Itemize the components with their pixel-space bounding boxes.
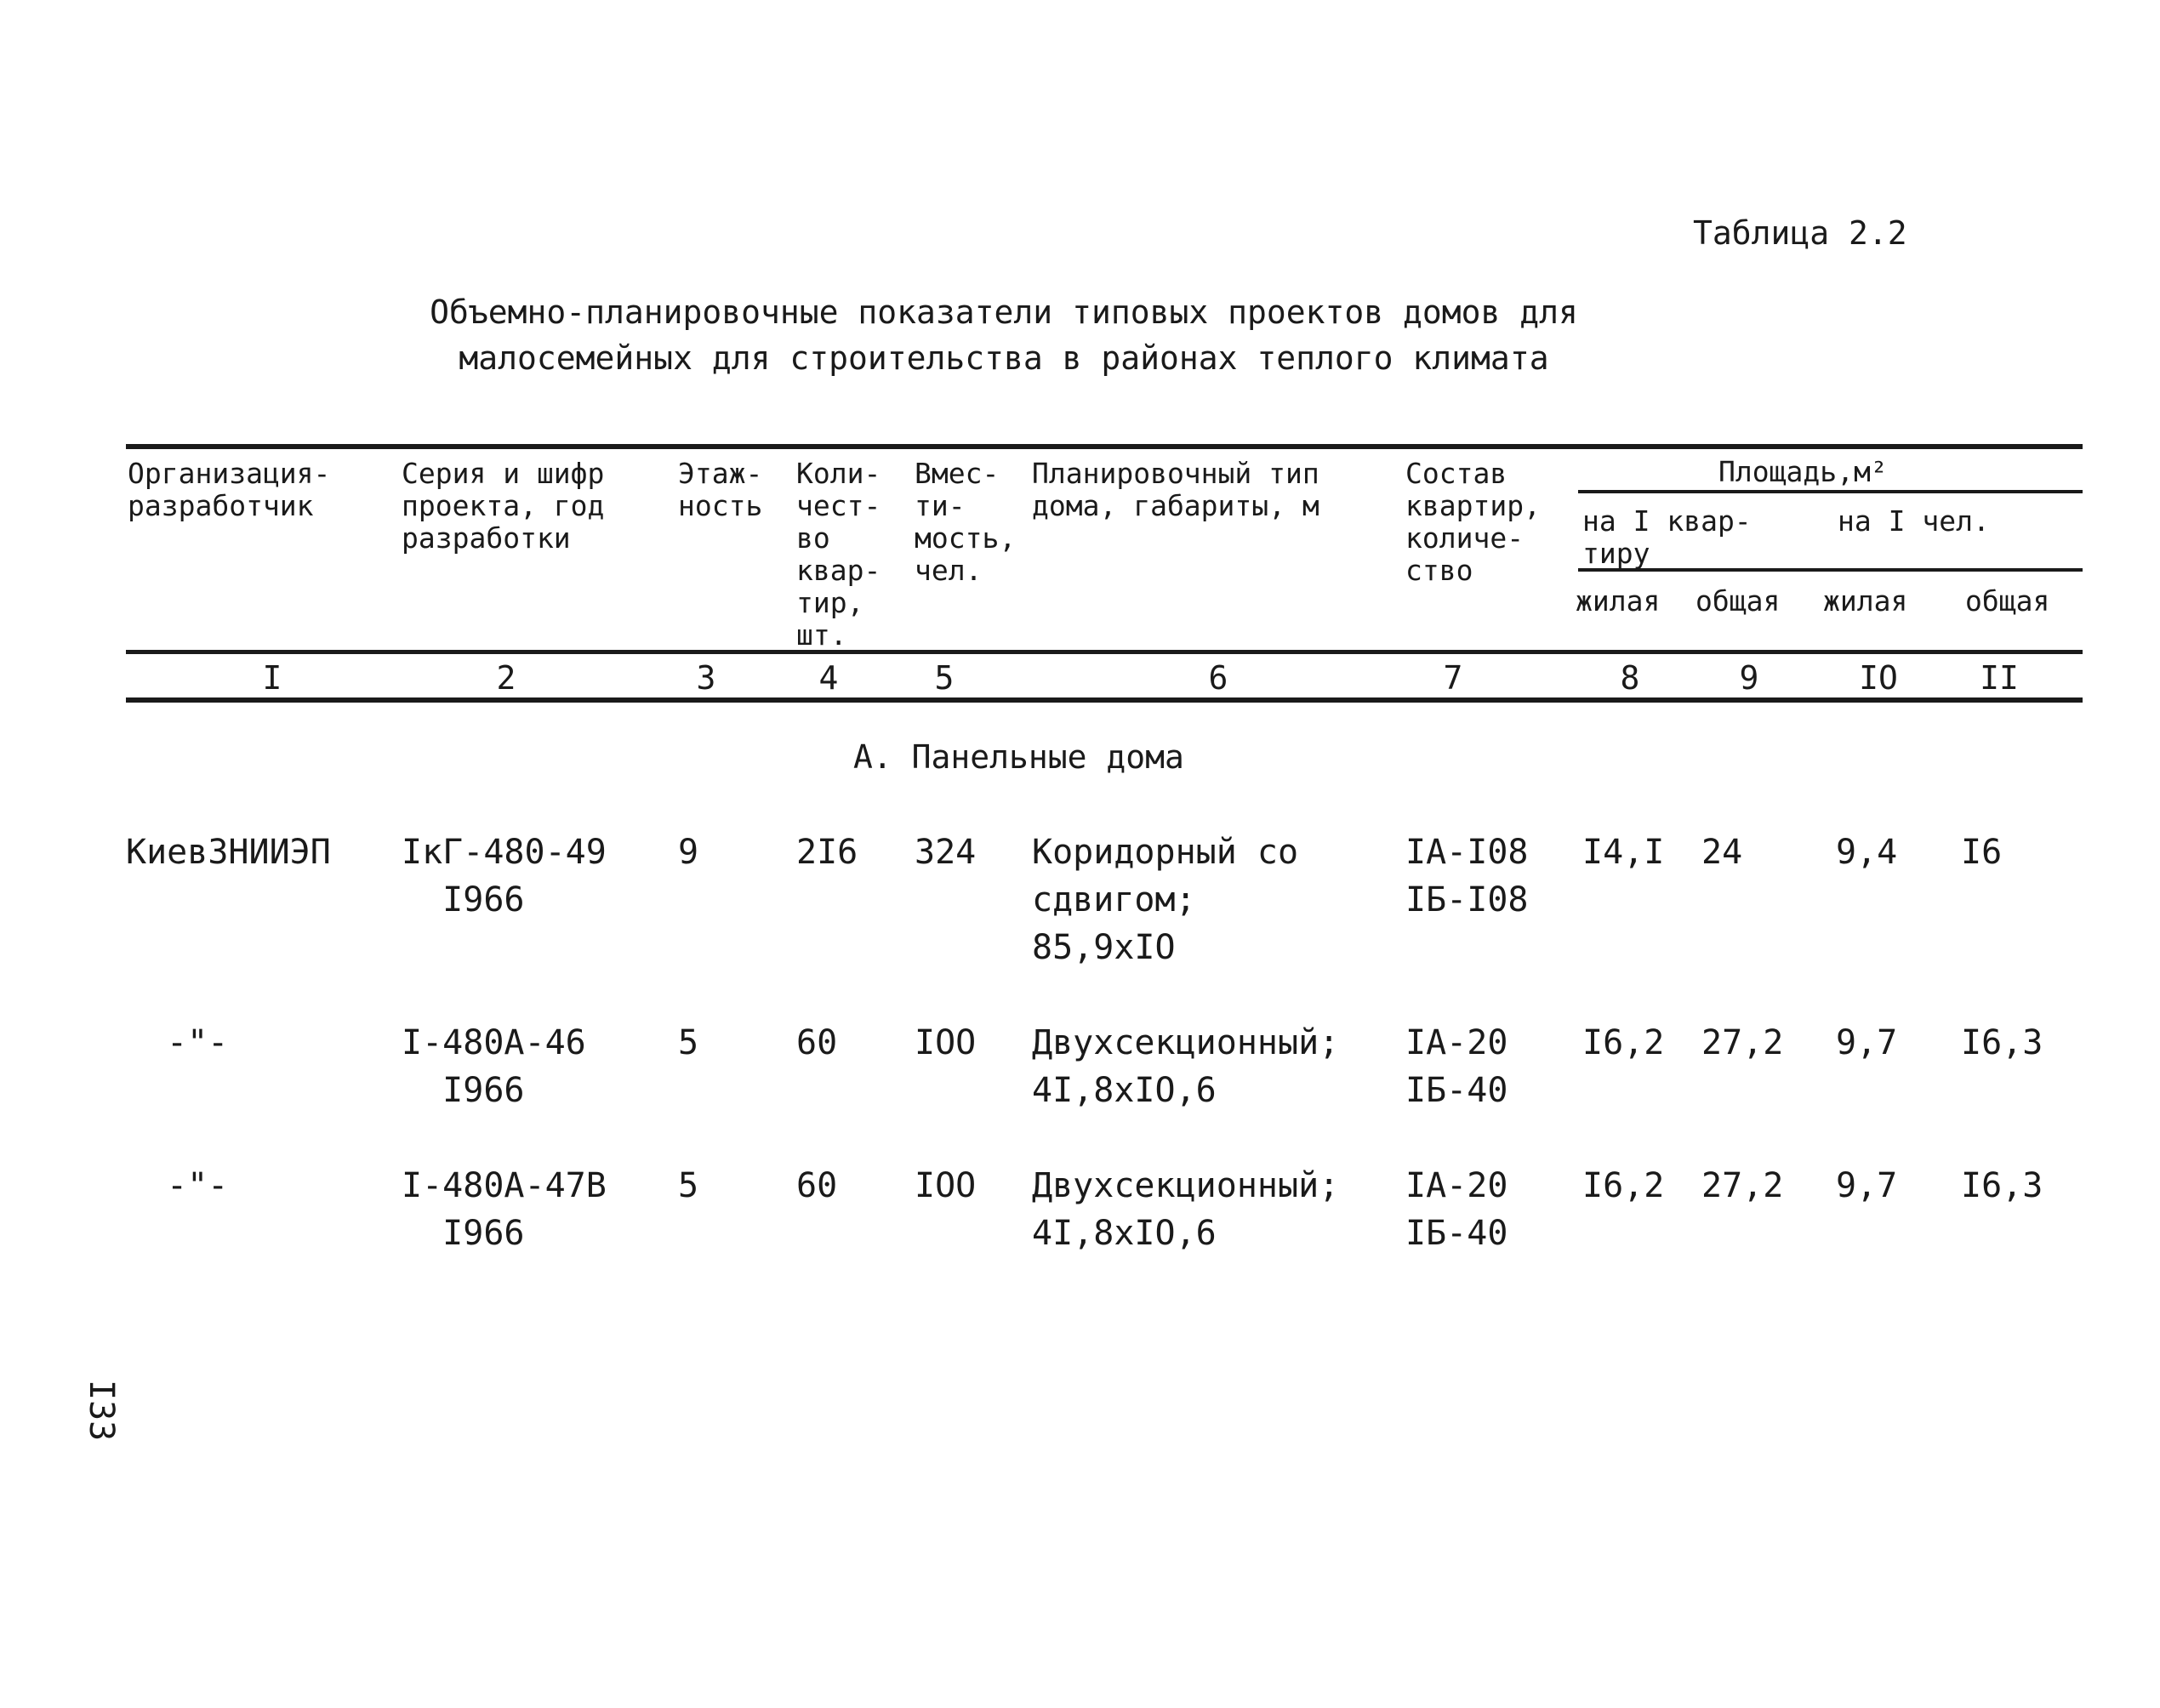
column-number-9: 9 <box>1739 659 1759 697</box>
row-floors: 9 <box>678 833 699 872</box>
column-number-1: I <box>262 659 282 697</box>
row-floors: 5 <box>678 1166 699 1205</box>
header-total-person: общая <box>1965 584 2050 618</box>
row-capacity: 324 <box>915 833 977 872</box>
row-plan-type: Двухсекционный; 4I,8xIO,6 <box>1032 1023 1340 1110</box>
row-living-apartment: I6,2 <box>1582 1023 1665 1062</box>
column-number-5: 5 <box>934 659 955 697</box>
header-series: Серия и шифр проекта, год разработки <box>402 457 605 555</box>
row-apartments: 2I6 <box>796 833 858 872</box>
header-per-person: на I чел. <box>1838 504 1990 538</box>
header-organization: Организация- разработчик <box>128 457 331 522</box>
table-top-rule <box>126 444 2083 449</box>
table-caption: Таблица 2.2 <box>1693 214 1907 252</box>
row-living-apartment: I4,I <box>1582 833 1665 872</box>
row-total-apartment: 27,2 <box>1701 1166 1784 1205</box>
row-total-person: I6,3 <box>1961 1023 2043 1062</box>
row-series: I-480A-47B I966 <box>402 1166 607 1253</box>
row-total-person: I6,3 <box>1961 1166 2043 1205</box>
row-living-person: 9,7 <box>1836 1166 1898 1205</box>
header-total-apartment: общая <box>1696 584 1781 618</box>
header-apartments: Коли- чест- во квар- тир, шт. <box>796 457 881 652</box>
title-line-1: Объемно-планировочные показатели типовых проектов домов для <box>430 293 1578 331</box>
section-title: А. Панельные дома <box>853 738 1184 776</box>
row-total-apartment: 27,2 <box>1701 1023 1784 1062</box>
title-line-2: малосемейных для строительства в районах теплого климата <box>459 339 1549 377</box>
row-capacity: IOO <box>915 1166 977 1205</box>
header-composition: Состав квартир, количе- ство <box>1405 457 1541 587</box>
row-living-apartment: I6,2 <box>1582 1166 1665 1205</box>
row-living-person: 9,7 <box>1836 1023 1898 1062</box>
column-number-8: 8 <box>1620 659 1640 697</box>
row-composition: IA-20 IБ-40 <box>1405 1166 1508 1253</box>
column-number-11: II <box>1980 659 2019 697</box>
column-number-7: 7 <box>1443 659 1463 697</box>
row-organization: -"- <box>167 1166 229 1205</box>
page-number: I33 <box>82 1380 121 1442</box>
header-per-apartment: на I квар- тиру <box>1582 504 1752 570</box>
header-plan-type: Планировочный тип дома, габариты, м <box>1032 457 1319 522</box>
row-plan-type: Двухсекционный; 4I,8xIO,6 <box>1032 1166 1340 1253</box>
header-area-group: Площадь,м² <box>1718 455 1888 488</box>
header-capacity: Вмес- ти- мость, чел. <box>915 457 1017 587</box>
row-apartments: 60 <box>796 1166 838 1205</box>
column-number-6: 6 <box>1208 659 1228 697</box>
row-plan-type: Коридорный со сдвигом; 85,9xIO <box>1032 833 1299 967</box>
row-composition: IA-20 IБ-40 <box>1405 1023 1508 1110</box>
row-capacity: IOO <box>915 1023 977 1062</box>
header-living-person: жилая <box>1823 584 1908 618</box>
column-numbers-rule <box>126 697 2083 703</box>
column-number-3: 3 <box>696 659 716 697</box>
row-series: IкГ-480-49 I966 <box>402 833 607 919</box>
row-organization: КиевЗНИИЭП <box>126 833 331 872</box>
row-apartments: 60 <box>796 1023 838 1062</box>
area-group-rule <box>1578 490 2083 493</box>
header-floors: Этаж- ность <box>678 457 763 522</box>
header-living-apartment: жилая <box>1576 584 1661 618</box>
row-floors: 5 <box>678 1023 699 1062</box>
column-number-4: 4 <box>818 659 839 697</box>
row-total-apartment: 24 <box>1701 833 1743 872</box>
column-number-10: IO <box>1859 659 1898 697</box>
row-composition: IA-I08 IБ-I08 <box>1405 833 1529 919</box>
column-number-2: 2 <box>496 659 516 697</box>
table-title <box>340 289 1667 381</box>
row-living-person: 9,4 <box>1836 833 1898 872</box>
row-organization: -"- <box>167 1023 229 1062</box>
row-total-person: I6 <box>1961 833 2003 872</box>
header-bottom-rule <box>126 650 2083 654</box>
row-series: I-480A-46 I966 <box>402 1023 586 1110</box>
